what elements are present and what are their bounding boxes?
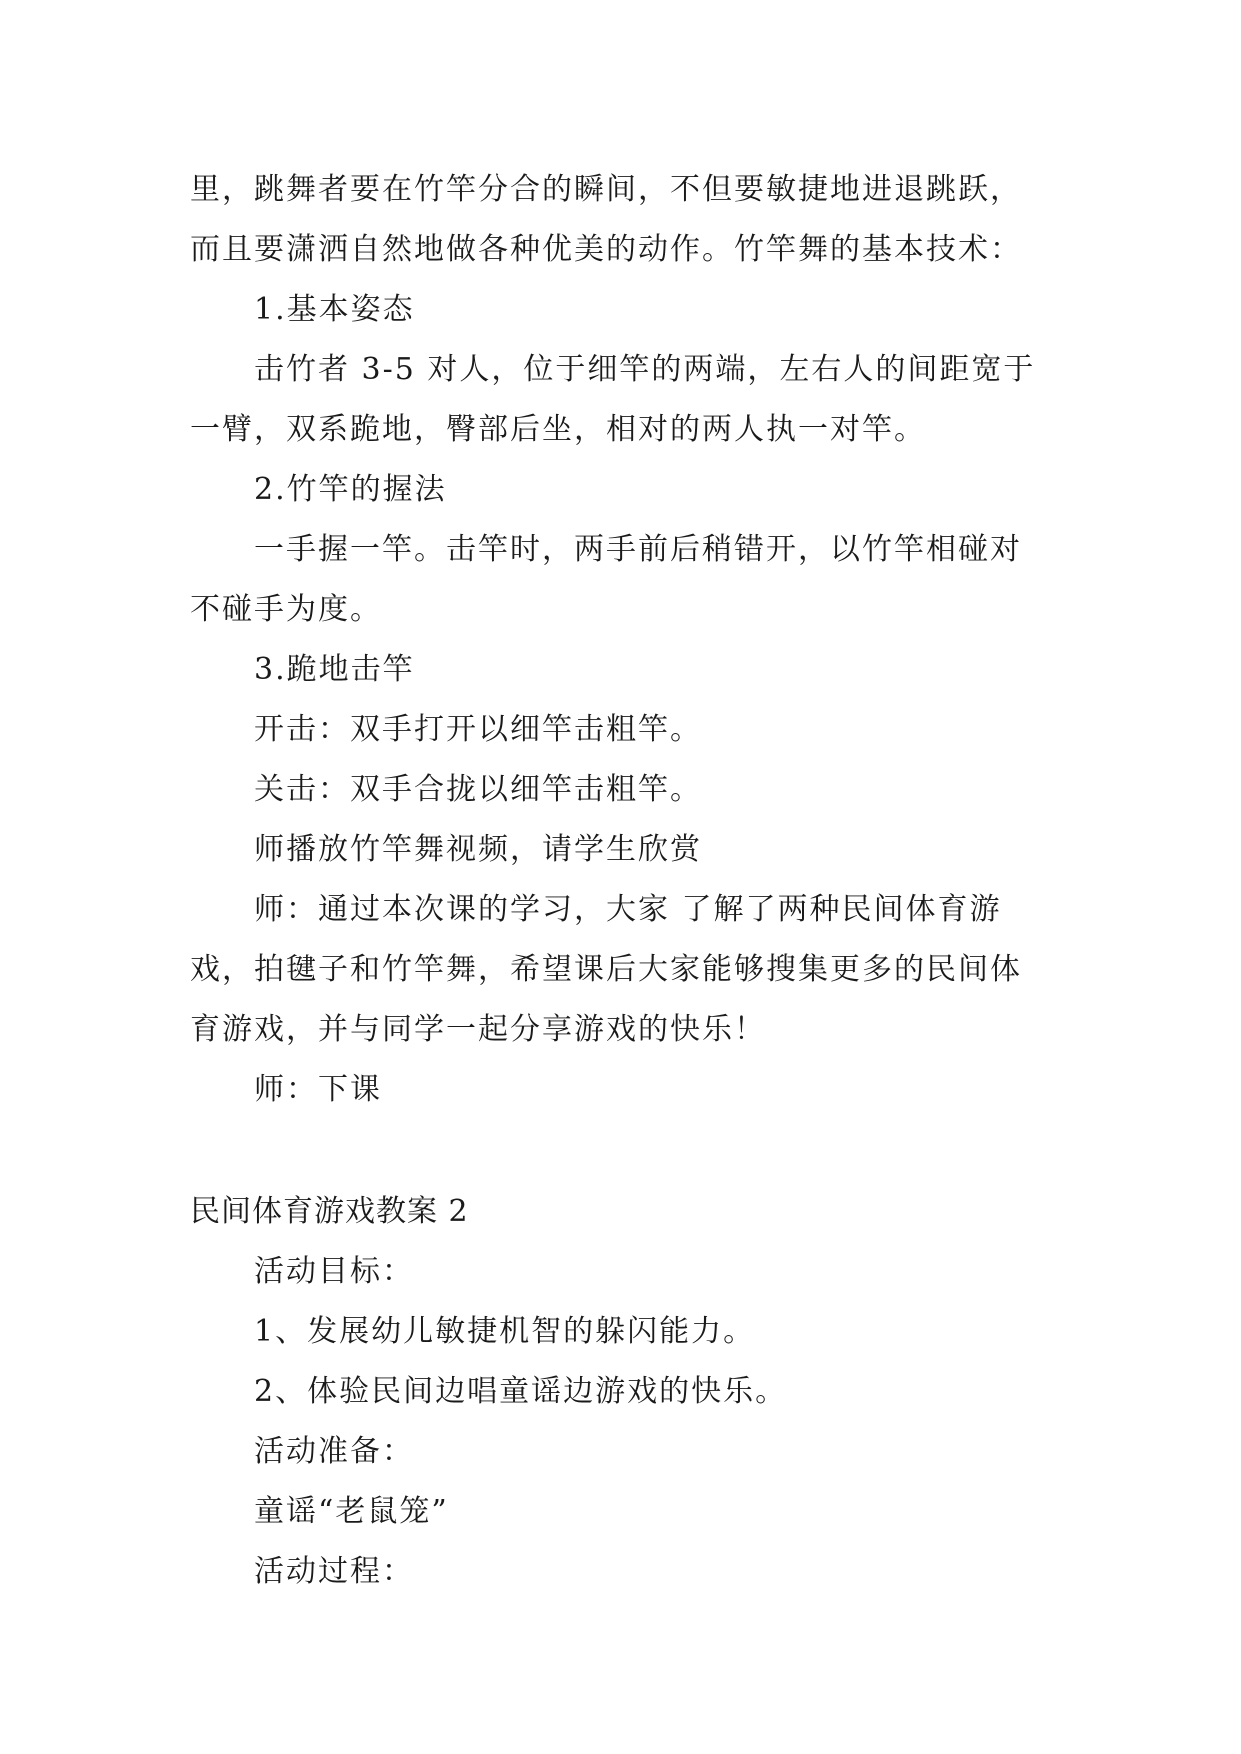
paragraph-line: 师：下课 xyxy=(254,1072,382,1107)
list-item: 1、发展幼儿敏捷机智的躲闪能力。 xyxy=(254,1314,756,1349)
paragraph-line: 而且要潇洒自然地做各种优美的动作。竹竿舞的基本技术： xyxy=(190,232,1022,267)
subheading-kneeling-strike: 3.跪地击竿 xyxy=(254,652,415,687)
list-item: 2、体验民间边唱童谣边游戏的快乐。 xyxy=(254,1374,788,1409)
subheading-basic-posture: 1.基本姿态 xyxy=(254,292,415,327)
section-spacer xyxy=(190,1120,1060,1182)
paragraph-line: 育游戏，并与同学一起分享游戏的快乐！ xyxy=(190,1012,766,1047)
paragraph-line: 关击：双手合拢以细竿击粗竿。 xyxy=(254,772,702,807)
paragraph-line: 一手握一竿。击竿时，两手前后稍错开，以竹竿相碰对 xyxy=(254,532,1022,567)
paragraph-line: 童谣“老鼠笼” xyxy=(254,1494,449,1529)
subheading-activity-goals: 活动目标： xyxy=(254,1254,414,1289)
paragraph-line: 不碰手为度。 xyxy=(190,592,382,627)
document-body xyxy=(190,160,1060,1602)
subheading-pole-grip: 2.竹竿的握法 xyxy=(254,472,447,507)
paragraph-line: 里，跳舞者要在竹竿分合的瞬间，不但要敏捷地进退跳跃， xyxy=(190,172,1022,207)
paragraph-line: 一臂，双系跪地，臀部后坐，相对的两人执一对竿。 xyxy=(190,412,926,447)
subheading-activity-preparation: 活动准备： xyxy=(254,1434,414,1469)
paragraph-line: 戏，拍毽子和竹竿舞，希望课后大家能够搜集更多的民间体 xyxy=(190,952,1022,987)
subheading-activity-process: 活动过程： xyxy=(254,1554,414,1589)
paragraph-line: 师播放竹竿舞视频，请学生欣赏 xyxy=(254,832,702,867)
section-title: 民间体育游戏教案 2 xyxy=(190,1194,469,1229)
paragraph-line: 开击：双手打开以细竿击粗竿。 xyxy=(254,712,702,747)
paragraph-line: 师：通过本次课的学习，大家 了解了两种民间体育游 xyxy=(254,892,1002,927)
paragraph-line: 击竹者 3-5 对人，位于细竿的两端，左右人的间距宽于 xyxy=(254,352,1036,387)
